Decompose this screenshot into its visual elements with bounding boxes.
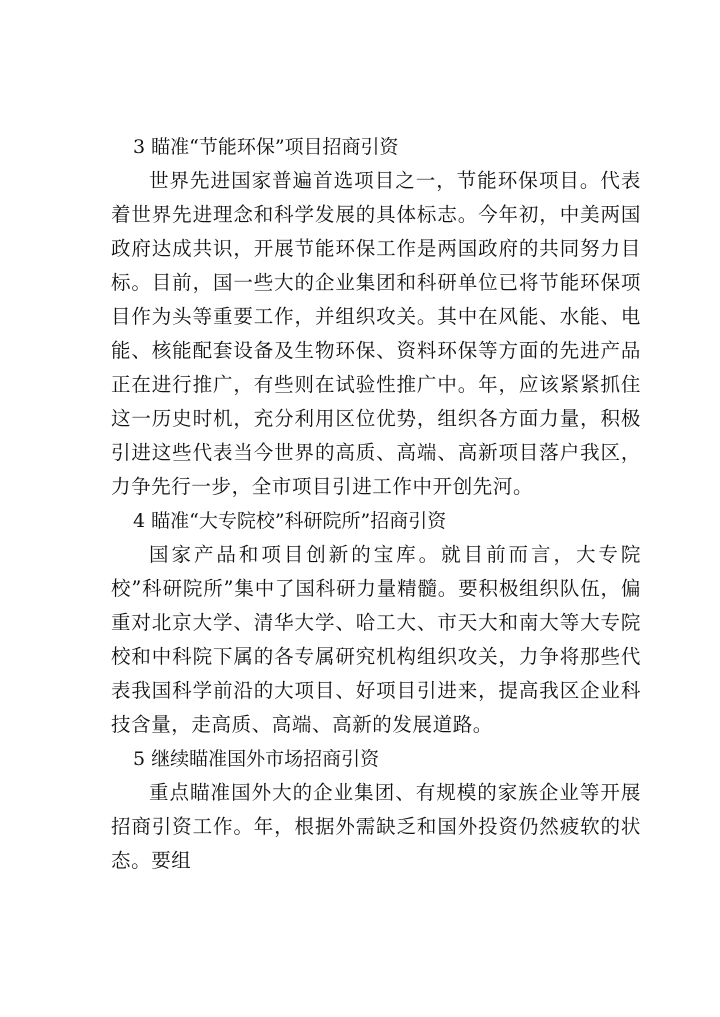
section-heading-3: 3 瞄准“节能环保”项目招商引资 (133, 136, 399, 158)
section-heading-4: 4 瞄准“大专院校”科研院所”招商引资 (133, 510, 447, 532)
section-paragraph-5: 重点瞄准国外大的企业集团、有规模的家族企业等开展招商引资工作。年，根据外需缺乏和国外投资仍然疲软的状态。要组 (111, 781, 641, 872)
section-paragraph-4: 国家产品和项目创新的宝库。就目前而言，大专院校”科研院所”集中了国科研力量精髓。要积极组织队伍，偏重对北京大学、清华大学、哈工大、市天大和南大等大专院校和中科院下属的各专属研究机构组织攻关，力争将那些代表我国科学前沿的大项目、好项目引进来，提高我区企业科技含量，走高质、高端、高新的发展道路。 (111, 543, 641, 736)
section-paragraph-3: 世界先进国家普遍首选项目之一，节能环保项目。代表着世界先进理念和科学发展的具体标志。今年初，中美两国政府达成共识，开展节能环保工作是两国政府的共同努力目标。目前，国一些大的企业集团和科研单位已将节能环保项目作为头等重要工作，并组织攻关。其中在风能、水能、电能、核能配套设备及生物环保、资料环保等方面的先进产品正在进行推广，有些则在试验性推广中。年，应该紧紧抓住这一历史时机，充分利用区位优势，组织各方面力量，积极引进这些代表当今世界的高质、高端、高新项目落户我区，力争先行一步，全市项目引进工作中开创先河。 (111, 169, 641, 498)
document-body (111, 130, 641, 878)
section-heading-5: 5 继续瞄准国外市场招商引资 (133, 748, 380, 770)
